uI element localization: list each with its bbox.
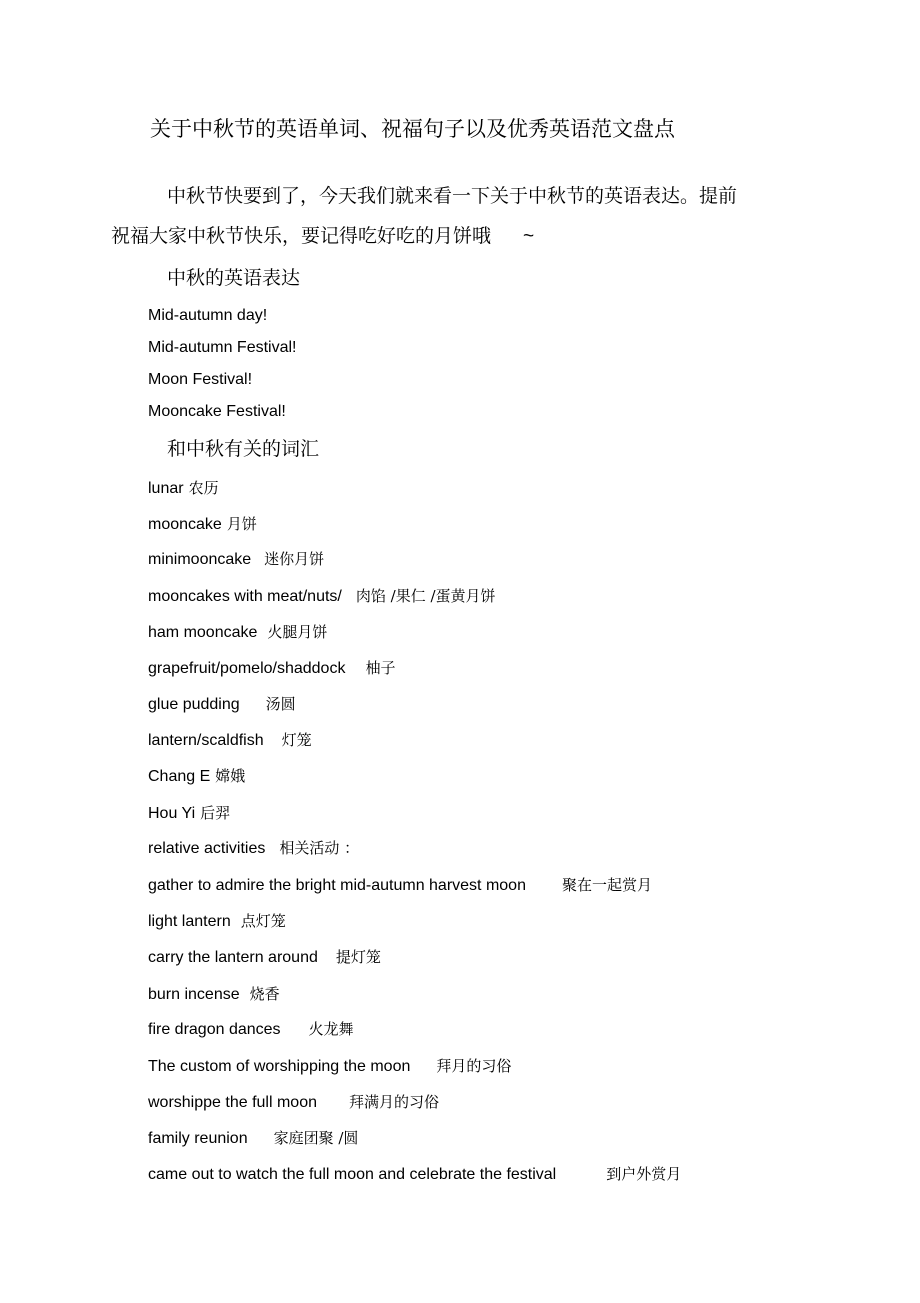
vocab-zh: 拜满月的习俗 <box>348 1093 439 1111</box>
vocab-item <box>148 836 359 861</box>
vocab-en: glue pudding <box>148 696 240 713</box>
vocab-en: minimooncake <box>148 551 252 568</box>
vocab-item <box>148 945 381 970</box>
vocab-item <box>148 1017 354 1042</box>
vocab-item <box>148 764 245 789</box>
vocab-item <box>148 656 395 681</box>
vocab-zh: 到户外赏月 <box>606 1165 682 1183</box>
vocab-zh: 火腿月饼 <box>267 623 328 641</box>
vocab-zh: 灯笼 <box>281 731 312 749</box>
vocab-item <box>148 547 324 572</box>
intro-paragraph <box>111 176 751 257</box>
vocab-item <box>148 584 496 609</box>
vocab-en: light lantern <box>148 913 231 930</box>
vocab-item <box>148 909 286 934</box>
vocab-en: family reunion <box>148 1130 248 1147</box>
vocab-zh: 汤圆 <box>265 695 296 713</box>
vocab-item <box>148 1162 681 1187</box>
vocab-en: came out to watch the full moon and celebrate the festival <box>148 1166 557 1183</box>
vocab-zh: 后羿 <box>200 804 231 822</box>
intro-tilde: ~ <box>523 226 535 247</box>
vocab-zh: 点灯笼 <box>240 912 286 930</box>
section-heading-vocabulary: 和中秋有关的词汇 <box>167 438 320 460</box>
vocab-item <box>148 620 327 645</box>
vocab-en: burn incense <box>148 986 240 1003</box>
vocab-item <box>148 476 219 501</box>
vocab-zh: 柚子 <box>365 659 396 677</box>
vocab-zh: 提灯笼 <box>335 948 381 966</box>
vocab-zh: 火龙舞 <box>308 1020 354 1038</box>
vocab-en: ham mooncake <box>148 624 258 641</box>
vocab-en: mooncakes with meat/nuts/ <box>148 588 342 605</box>
vocab-item <box>148 1054 511 1079</box>
vocab-item <box>148 873 652 898</box>
vocab-en: Chang E <box>148 768 211 785</box>
page-title: 关于中秋节的英语单词、祝福句子以及优秀英语范文盘点 <box>150 117 675 141</box>
vocab-zh: 相关活动 ： <box>279 839 360 857</box>
vocab-item <box>148 512 257 537</box>
expression-line: Mid-autumn day! <box>148 307 268 324</box>
vocab-zh: 肉馅 /果仁 /蛋黄月饼 <box>355 587 496 605</box>
vocab-en: gather to admire the bright mid-autumn harvest moon <box>148 877 526 894</box>
expression-line: Mid-autumn Festival! <box>148 339 297 356</box>
vocab-en: grapefruit/pomelo/shaddock <box>148 660 346 677</box>
vocab-en: The custom of worshipping the moon <box>148 1058 411 1075</box>
vocab-zh: 月饼 <box>226 515 257 533</box>
vocab-en: mooncake <box>148 516 222 533</box>
vocab-en: worshippe the full moon <box>148 1094 317 1111</box>
vocab-item <box>148 801 230 826</box>
vocab-en: carry the lantern around <box>148 949 318 966</box>
vocab-zh: 嫦娥 <box>215 767 246 785</box>
vocab-en: lunar <box>148 480 184 497</box>
vocab-item <box>148 1090 439 1115</box>
vocab-en: Hou Yi <box>148 805 196 822</box>
vocab-item <box>148 728 312 753</box>
vocab-zh: 聚在一起赏月 <box>561 876 652 894</box>
expression-line: Mooncake Festival! <box>148 403 286 420</box>
vocab-zh: 迷你月饼 <box>264 550 325 568</box>
vocab-zh: 家庭团聚 /圆 <box>273 1129 359 1147</box>
section-heading-expressions: 中秋的英语表达 <box>167 267 301 289</box>
vocab-en: relative activities <box>148 840 266 857</box>
vocab-item <box>148 1126 358 1151</box>
vocab-zh: 烧香 <box>249 985 280 1003</box>
vocab-zh: 拜月的习俗 <box>436 1057 512 1075</box>
vocab-zh: 农历 <box>188 479 219 497</box>
vocab-en: fire dragon dances <box>148 1021 281 1038</box>
vocab-item <box>148 692 296 717</box>
vocab-item <box>148 982 280 1007</box>
vocab-en: lantern/scaldfish <box>148 732 264 749</box>
expression-line: Moon Festival! <box>148 371 253 388</box>
intro-text: 中秋节快要到了，今天我们就来看一下关于中秋节的英语表达。提前祝福大家中秋节快乐，要记得吃好吃的月饼哦 <box>111 185 738 247</box>
